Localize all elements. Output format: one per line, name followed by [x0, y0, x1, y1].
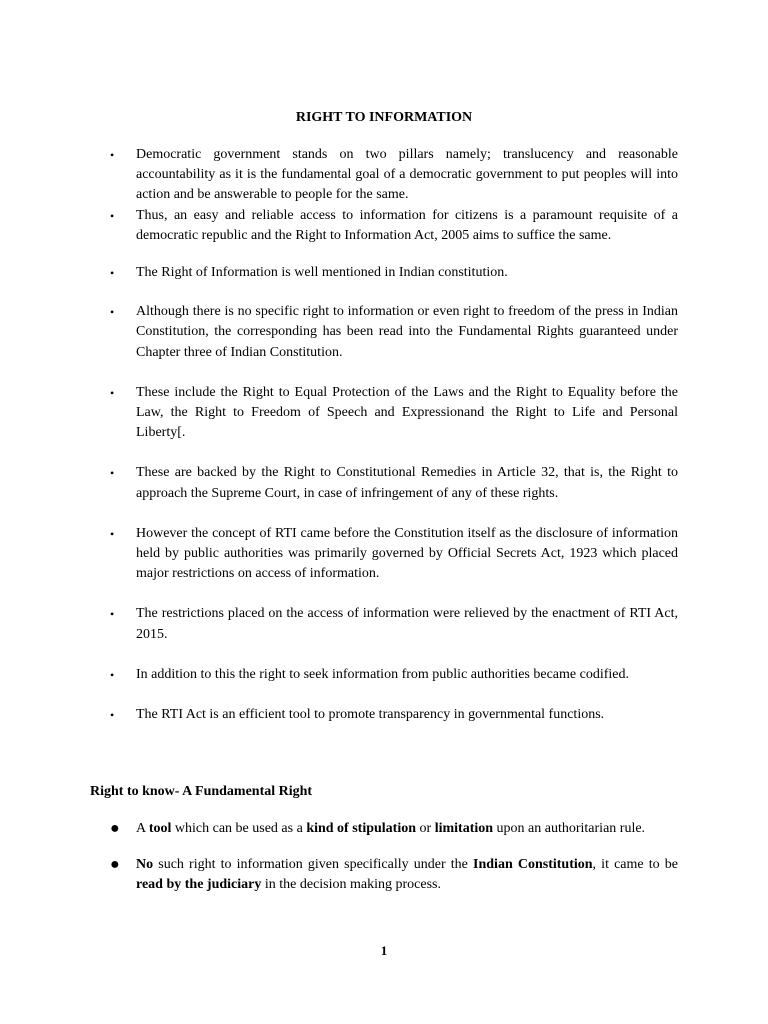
list-item-text: Thus, an easy and reliable access to information for citizens is a paramount requisite of a democratic republic and the Right to Information Act, 2005 aims to suffice the same.	[136, 207, 678, 243]
bold-run: Indian Constitution	[473, 856, 593, 872]
list-item-text: The RTI Act is an efficient tool to promote transparency in governmental functions.	[136, 707, 605, 723]
list-item	[110, 463, 678, 503]
text-run: in the decision making process.	[261, 877, 441, 892]
list-item-text: These include the Right to Equal Protection of the Laws and the Right to Equality before the Law, the Right to Freedom of Speech and Expressionand the Right to Life and Personal Liberty[.	[136, 384, 678, 441]
bullet-icon: •	[110, 208, 115, 223]
text-run: , it came to be	[592, 856, 678, 872]
bullet-list	[110, 145, 678, 725]
list-item	[110, 383, 678, 444]
text-run: which can be used as a	[171, 821, 307, 836]
bold-run: read by the judiciary	[136, 877, 262, 892]
bullet-icon: •	[110, 385, 115, 400]
list-item	[110, 263, 678, 283]
bold-run: limitation	[434, 821, 494, 836]
list-item	[110, 524, 678, 585]
bold-run: tool	[148, 821, 172, 836]
bullet-icon: •	[110, 526, 115, 541]
list-item	[110, 705, 678, 725]
bullet-icon: •	[110, 148, 115, 162]
page-number: 1	[380, 943, 388, 958]
list-item-text: Although there is no specific right to information or even right to freedom of the press in Indian Constitution, the corresponding has been read into the Fundamental Rights guaranteed under Chapter three of Indian Constitution.	[136, 304, 678, 360]
bullet-icon: •	[110, 466, 115, 481]
list-item	[110, 819, 678, 840]
page-title: RIGHT TO INFORMATION	[295, 110, 473, 125]
list-item-text: The restrictions placed on the access of information were relieved by the enactment of RTI Act, 2015.	[136, 606, 678, 642]
bullet-icon: •	[110, 607, 115, 622]
text-run: or	[416, 821, 435, 836]
bullet-icon: •	[110, 266, 115, 281]
list-item-text: The Right of Information is well mentioned in Indian constitution.	[136, 265, 508, 281]
bullet-icon: •	[110, 667, 115, 682]
text-run: A	[136, 821, 149, 836]
list-item-text: Democratic government stands on two pillars namely; translucency and reasonable accountability as it is the fundamental goal of a democratic government to put peoples will into action and be answerable to people for the same.	[136, 147, 678, 203]
list-item	[110, 855, 678, 896]
bullet-icon: •	[110, 708, 115, 723]
bold-run: No	[136, 856, 154, 872]
bullet-list-2	[110, 819, 678, 896]
section-heading: Right to know- A Fundamental Right	[90, 784, 313, 799]
bullet-icon: ●	[110, 855, 120, 873]
list-item	[110, 206, 678, 246]
text-run: upon an authoritarian rule.	[493, 821, 646, 836]
list-item-text: However the concept of RTI came before the Constitution itself as the disclosure of information held by public authorities was primarily governed by Official Secrets Act, 1923 which placed major restrictions on access of information.	[136, 525, 678, 582]
bullet-icon: ●	[110, 820, 120, 837]
list-item	[110, 665, 678, 685]
list-item	[110, 604, 678, 644]
bullet-icon: •	[110, 305, 115, 320]
bold-run: kind of stipulation	[306, 821, 417, 836]
list-item	[110, 145, 678, 206]
list-item	[110, 302, 678, 363]
list-item-text: These are backed by the Right to Constitutional Remedies in Article 32, that is, the Right to approach the Supreme Court, in case of infringement of any of these rights.	[136, 465, 678, 501]
text-run: such right to information given specifically under the	[153, 856, 474, 872]
list-item-text: In addition to this the right to seek information from public authorities became codified.	[136, 666, 629, 682]
